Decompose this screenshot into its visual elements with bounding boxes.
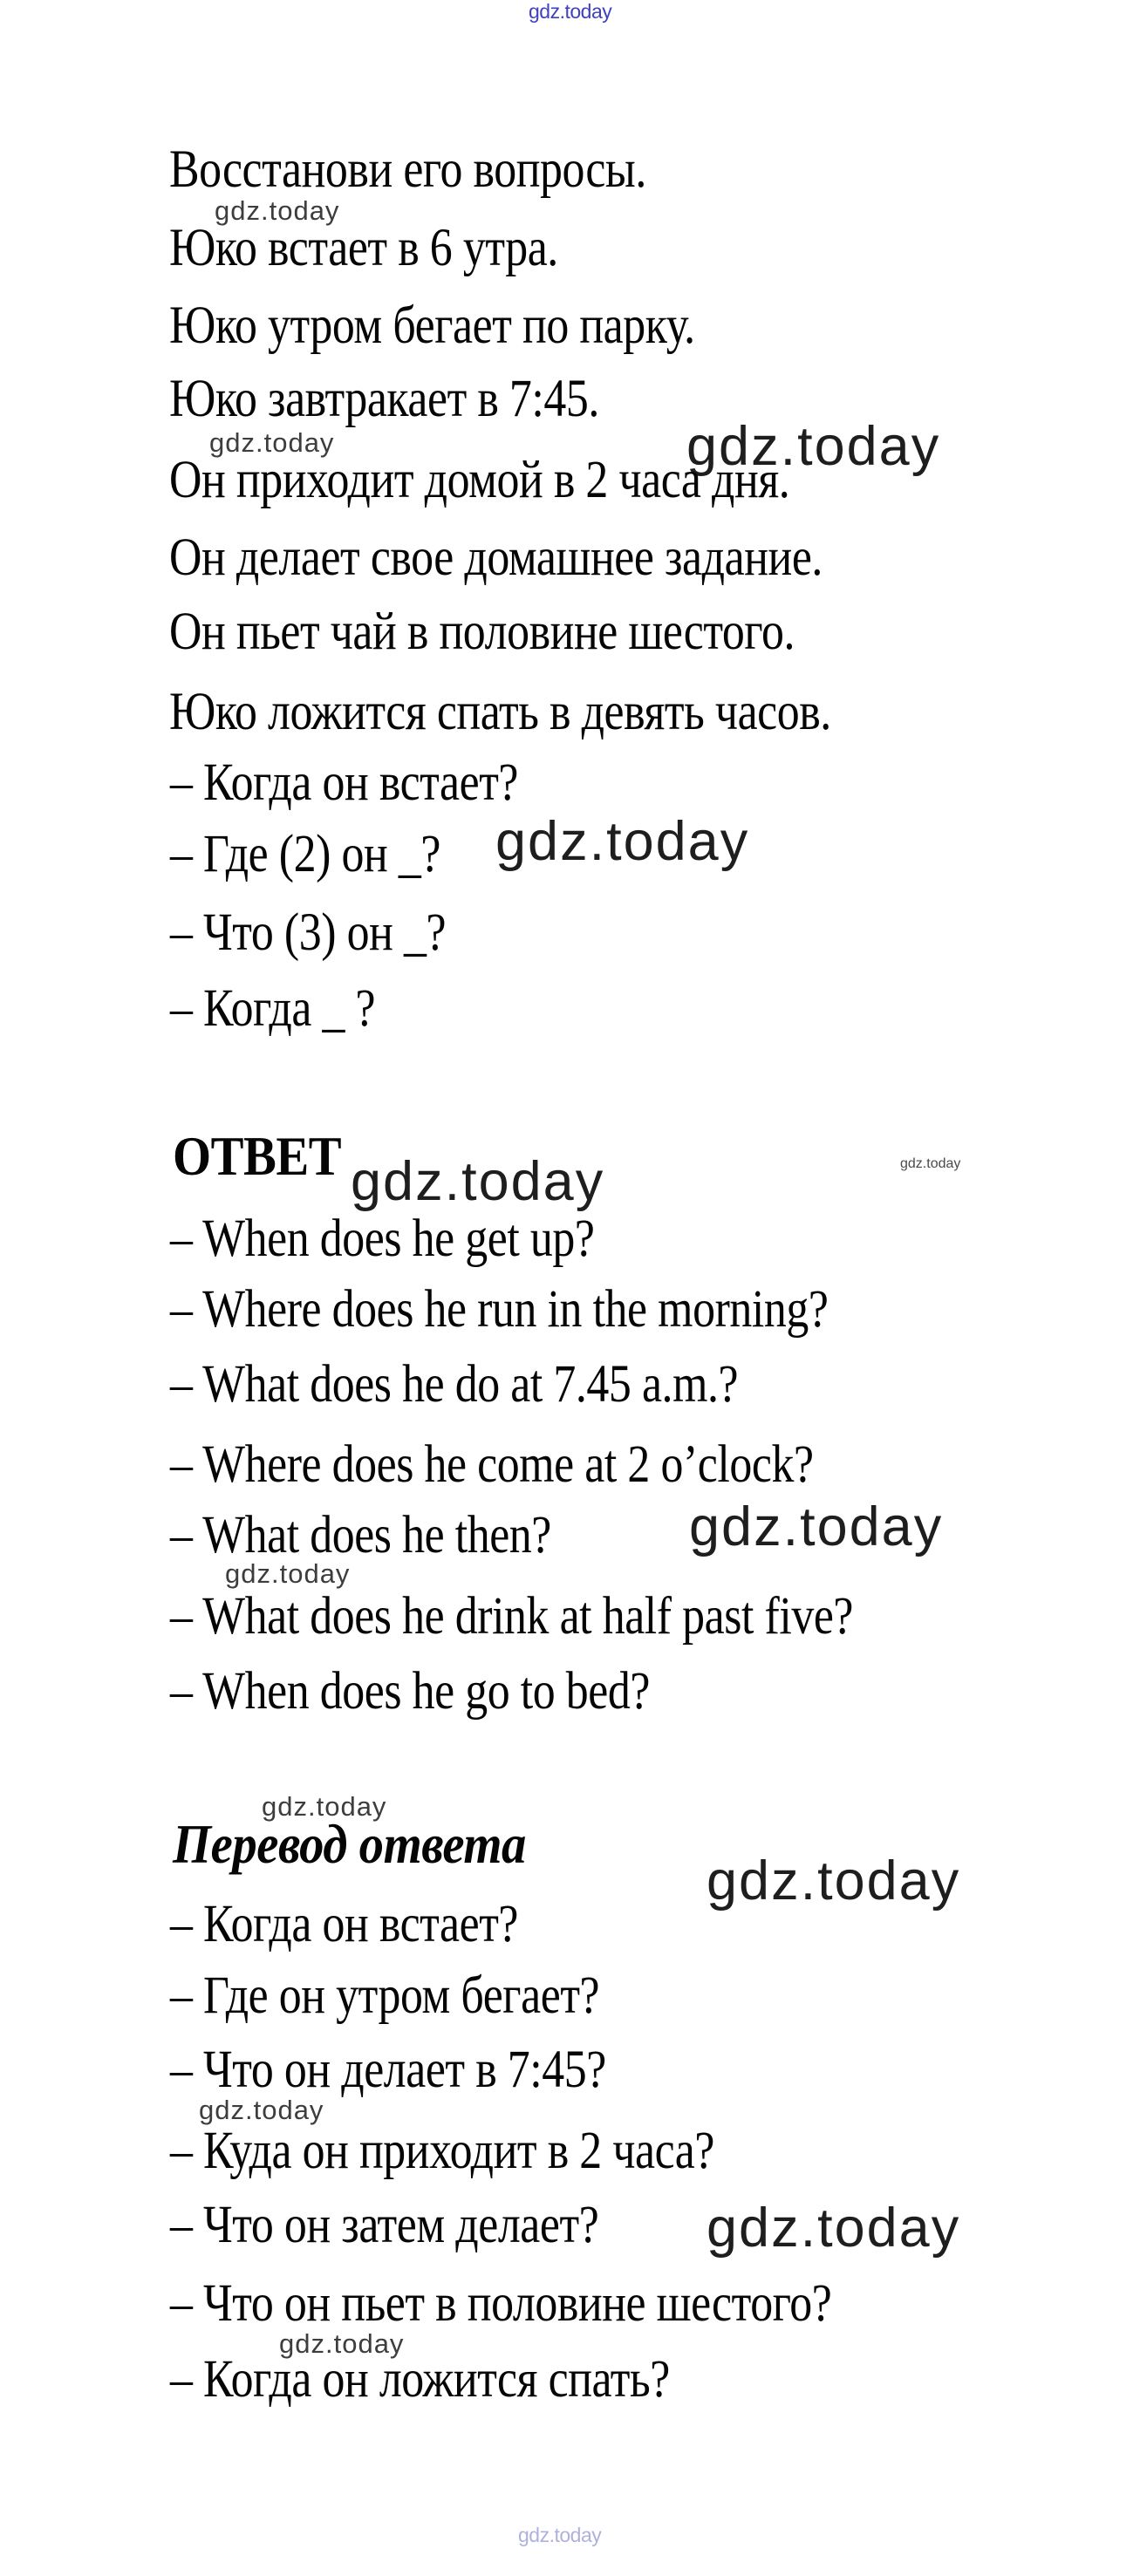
answer-line: – Where does he run in the morning? <box>170 1280 829 1339</box>
gdz-watermark: gdz.today <box>279 2328 405 2359</box>
gdz-watermark: gdz.today <box>262 1791 387 1822</box>
gdz-watermark: gdz.today <box>707 1850 961 1912</box>
gdz-watermark: gdz.today <box>689 1496 944 1557</box>
task-statement: Юко встает в 6 утра. <box>169 219 558 277</box>
gdz-watermark-bottom: gdz.today <box>518 2524 602 2546</box>
gdz-watermark: gdz.today <box>199 2095 324 2125</box>
task-question: – Что (3) он _? <box>170 903 447 962</box>
gdz-watermark: gdz.today <box>215 195 340 226</box>
translation-line: – Где он утром бегает? <box>170 1966 600 2025</box>
task-question: – Когда _ ? <box>170 979 376 1038</box>
task-statement: Он пьет чай в половине шестого. <box>169 603 795 661</box>
gdz-watermark-top: gdz.today <box>529 0 612 23</box>
task-question: – Когда он встает? <box>170 753 519 812</box>
gdz-watermark: gdz.today <box>707 2198 961 2259</box>
translation-line: – Когда он встает? <box>170 1895 519 1953</box>
translation-line: – Что он затем делает? <box>170 2196 599 2254</box>
task-statement: Он приходит домой в 2 часа дня. <box>169 451 790 509</box>
gdz-watermark: gdz.today <box>900 1156 961 1171</box>
task-question: – Где (2) он _? <box>170 825 440 883</box>
task-instruction: Восстанови его вопросы. <box>169 140 646 199</box>
translation-heading: Перевод ответа <box>173 1814 526 1875</box>
translation-line: – Что он пьет в половине шестого? <box>170 2274 832 2333</box>
gdz-watermark: gdz.today <box>225 1558 351 1589</box>
answer-line: – Where does he come at 2 o’clock? <box>170 1435 814 1494</box>
task-statement: Он делает свое домашнее задание. <box>169 528 823 587</box>
gdz-watermark: gdz.today <box>686 416 941 477</box>
task-statement: Юко завтракает в 7:45. <box>169 370 599 428</box>
answer-heading: ОТВЕТ <box>173 1126 342 1187</box>
gdz-watermark: gdz.today <box>495 811 750 872</box>
answer-line: – When does he go to bed? <box>170 1662 650 1721</box>
task-statement: Юко утром бегает по парку. <box>169 296 695 355</box>
translation-line: – Когда он ложится спать? <box>170 2350 670 2409</box>
gdz-watermark: gdz.today <box>209 427 335 458</box>
translation-line: – Куда он приходит в 2 часа? <box>170 2122 714 2180</box>
translation-line: – Что он делает в 7:45? <box>170 2041 606 2099</box>
task-statement: Юко ложится спать в девять часов. <box>169 683 831 741</box>
answer-line: – What does he then? <box>170 1506 551 1564</box>
answer-line: – What does he drink at half past five? <box>170 1587 854 1646</box>
answer-line: – When does he get up? <box>170 1210 595 1268</box>
gdz-watermark: gdz.today <box>351 1151 605 1212</box>
answer-line: – What does he do at 7.45 a.m.? <box>170 1355 739 1414</box>
